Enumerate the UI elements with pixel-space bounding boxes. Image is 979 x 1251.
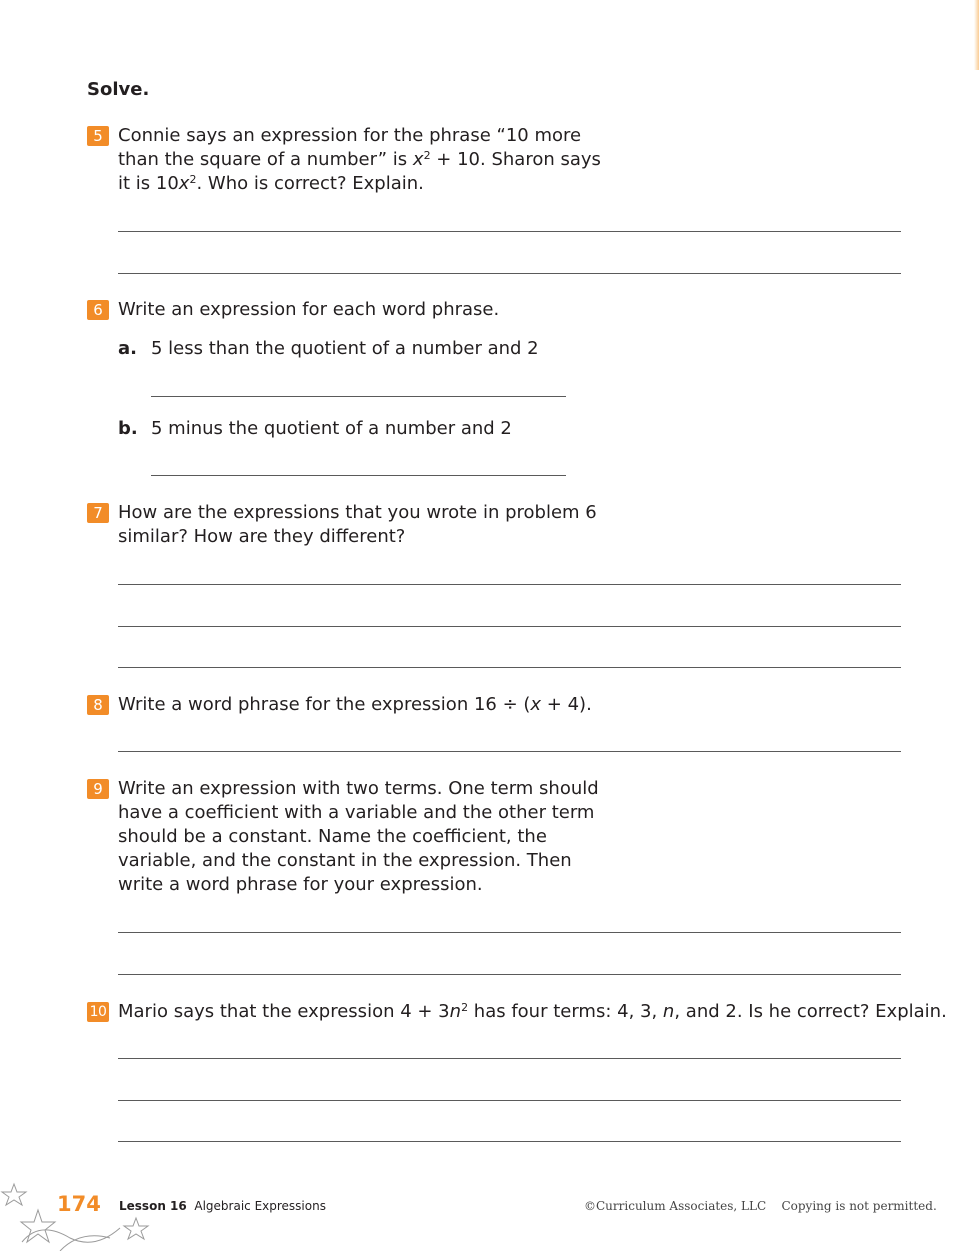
problem-9-line-3: should be a constant. Name the coefficient, the [118,826,547,847]
answer-line-6a[interactable] [151,396,566,397]
problem-8-text: Write a word phrase for the expression 16 ÷ (x + 4). [118,694,592,715]
problem-9-line-4: variable, and the constant in the expression. Then [118,850,572,871]
answer-line-10-3[interactable] [118,1141,901,1142]
problem-10-number: 10 [87,1002,109,1022]
problem-5-line-2: than the square of a number” is $x^2 + 10$. Sharon says [118,149,601,170]
section-heading: Solve. [87,79,150,100]
answer-line-9-1[interactable] [118,932,901,933]
problem-8-number: 8 [87,695,109,715]
answer-line-5-2[interactable] [118,273,901,274]
answer-line-7-1[interactable] [118,584,901,585]
problem-5-number: 5 [87,126,109,146]
problem-6-number: 6 [87,300,109,320]
problem-9-line-2: have a coefficient with a variable and the other term [118,802,595,823]
problem-10-text: Mario says that the expression $4 + 3n^2$ has four terms: 4, 3, n, and 2. Is he correct? Explain. [118,1001,947,1022]
problem-6a-label: a. [118,338,137,359]
answer-line-10-2[interactable] [118,1100,901,1101]
answer-line-7-2[interactable] [118,626,901,627]
lesson-footer: Lesson 16 Algebraic Expressions [119,1199,326,1213]
answer-line-10-1[interactable] [118,1058,901,1059]
problem-9-number: 9 [87,779,109,799]
problem-9-text [118,777,599,897]
problem-7-number: 7 [87,503,109,523]
problem-9-line-5: write a word phrase for your expression. [118,874,483,895]
page-number: 174 [57,1192,101,1216]
problem-6-text: Write an expression for each word phrase. [118,299,500,320]
answer-line-6b[interactable] [151,475,566,476]
problem-6a-text: 5 less than the quotient of a number and 2 [151,338,539,359]
copyright-footer: ©Curriculum Associates, LLC Copying is not permitted. [584,1199,937,1213]
problem-5-text [118,124,601,196]
problem-7-line-1: How are the expressions that you wrote in problem 6 [118,502,597,523]
problem-7-text [118,501,597,549]
answer-line-5-1[interactable] [118,231,901,232]
answer-line-9-2[interactable] [118,974,901,975]
page-edge-tab [974,0,979,70]
answer-line-8[interactable] [118,751,901,752]
problem-6b-text: 5 minus the quotient of a number and 2 [151,418,512,439]
problem-9-line-1: Write an expression with two terms. One term should [118,778,599,799]
answer-line-7-3[interactable] [118,667,901,668]
problem-5-line-1: Connie says an expression for the phrase “10 more [118,125,582,146]
problem-7-line-2: similar? How are they different? [118,526,406,547]
problem-5-line-3: it is $10x^2$. Who is correct? Explain. [118,173,424,194]
problem-6b-label: b. [118,418,138,439]
